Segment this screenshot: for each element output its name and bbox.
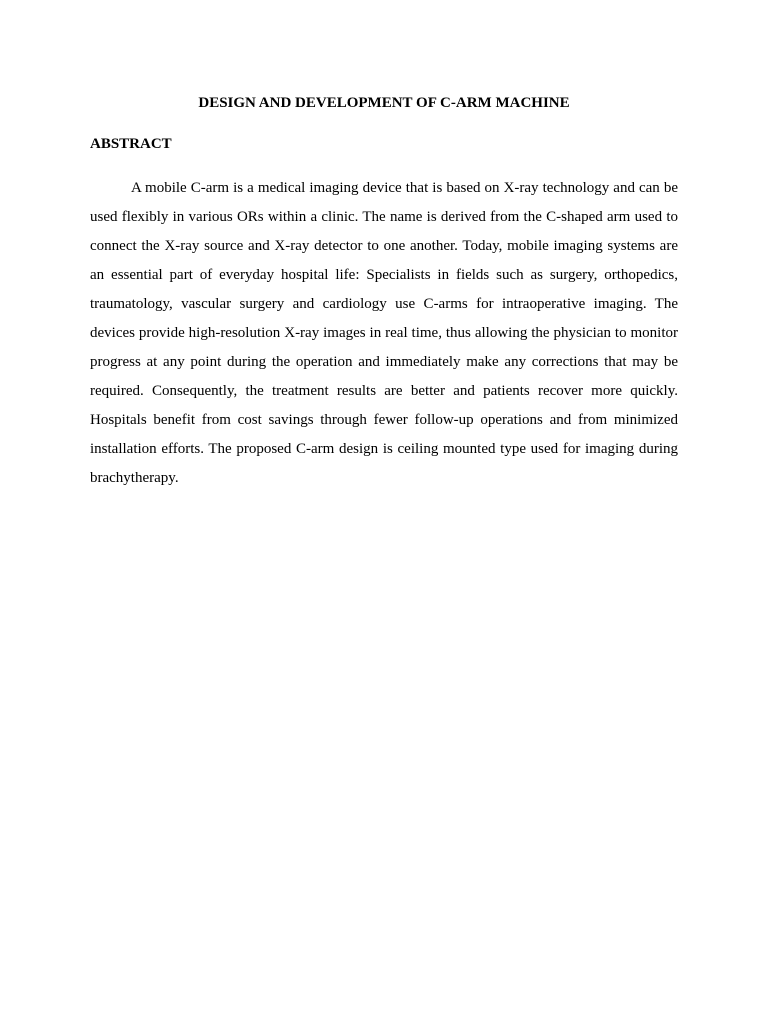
section-heading-abstract: ABSTRACT xyxy=(90,136,172,152)
document-title: DESIGN AND DEVELOPMENT OF C-ARM MACHINE xyxy=(198,95,570,111)
abstract-paragraph: A mobile C-arm is a medical imaging device that is based on X-ray technology and can be used flexibly in various ORs within a clinic. The name is derived from the C-shaped arm used to connect the X-ray source and X-ray detector to one another. Today, mobile imaging systems are an essential part of everyday hospital life: Specialists in fields such as surgery, orthopedics, traumatology, vascular surgery and cardiology use C-arms for intraoperative imaging. The devices provide high-resolution X-ray images in real time, thus allowing the physician to monitor progress at any point during the operation and immediately make any corrections that may be required. Consequently, the treatment results are better and patients recover more quickly. Hospitals benefit from cost savings through fewer follow-up operations and from minimized installation efforts. The proposed C-arm design is ceiling mounted type used for imaging during brachytherapy. xyxy=(90,180,678,486)
